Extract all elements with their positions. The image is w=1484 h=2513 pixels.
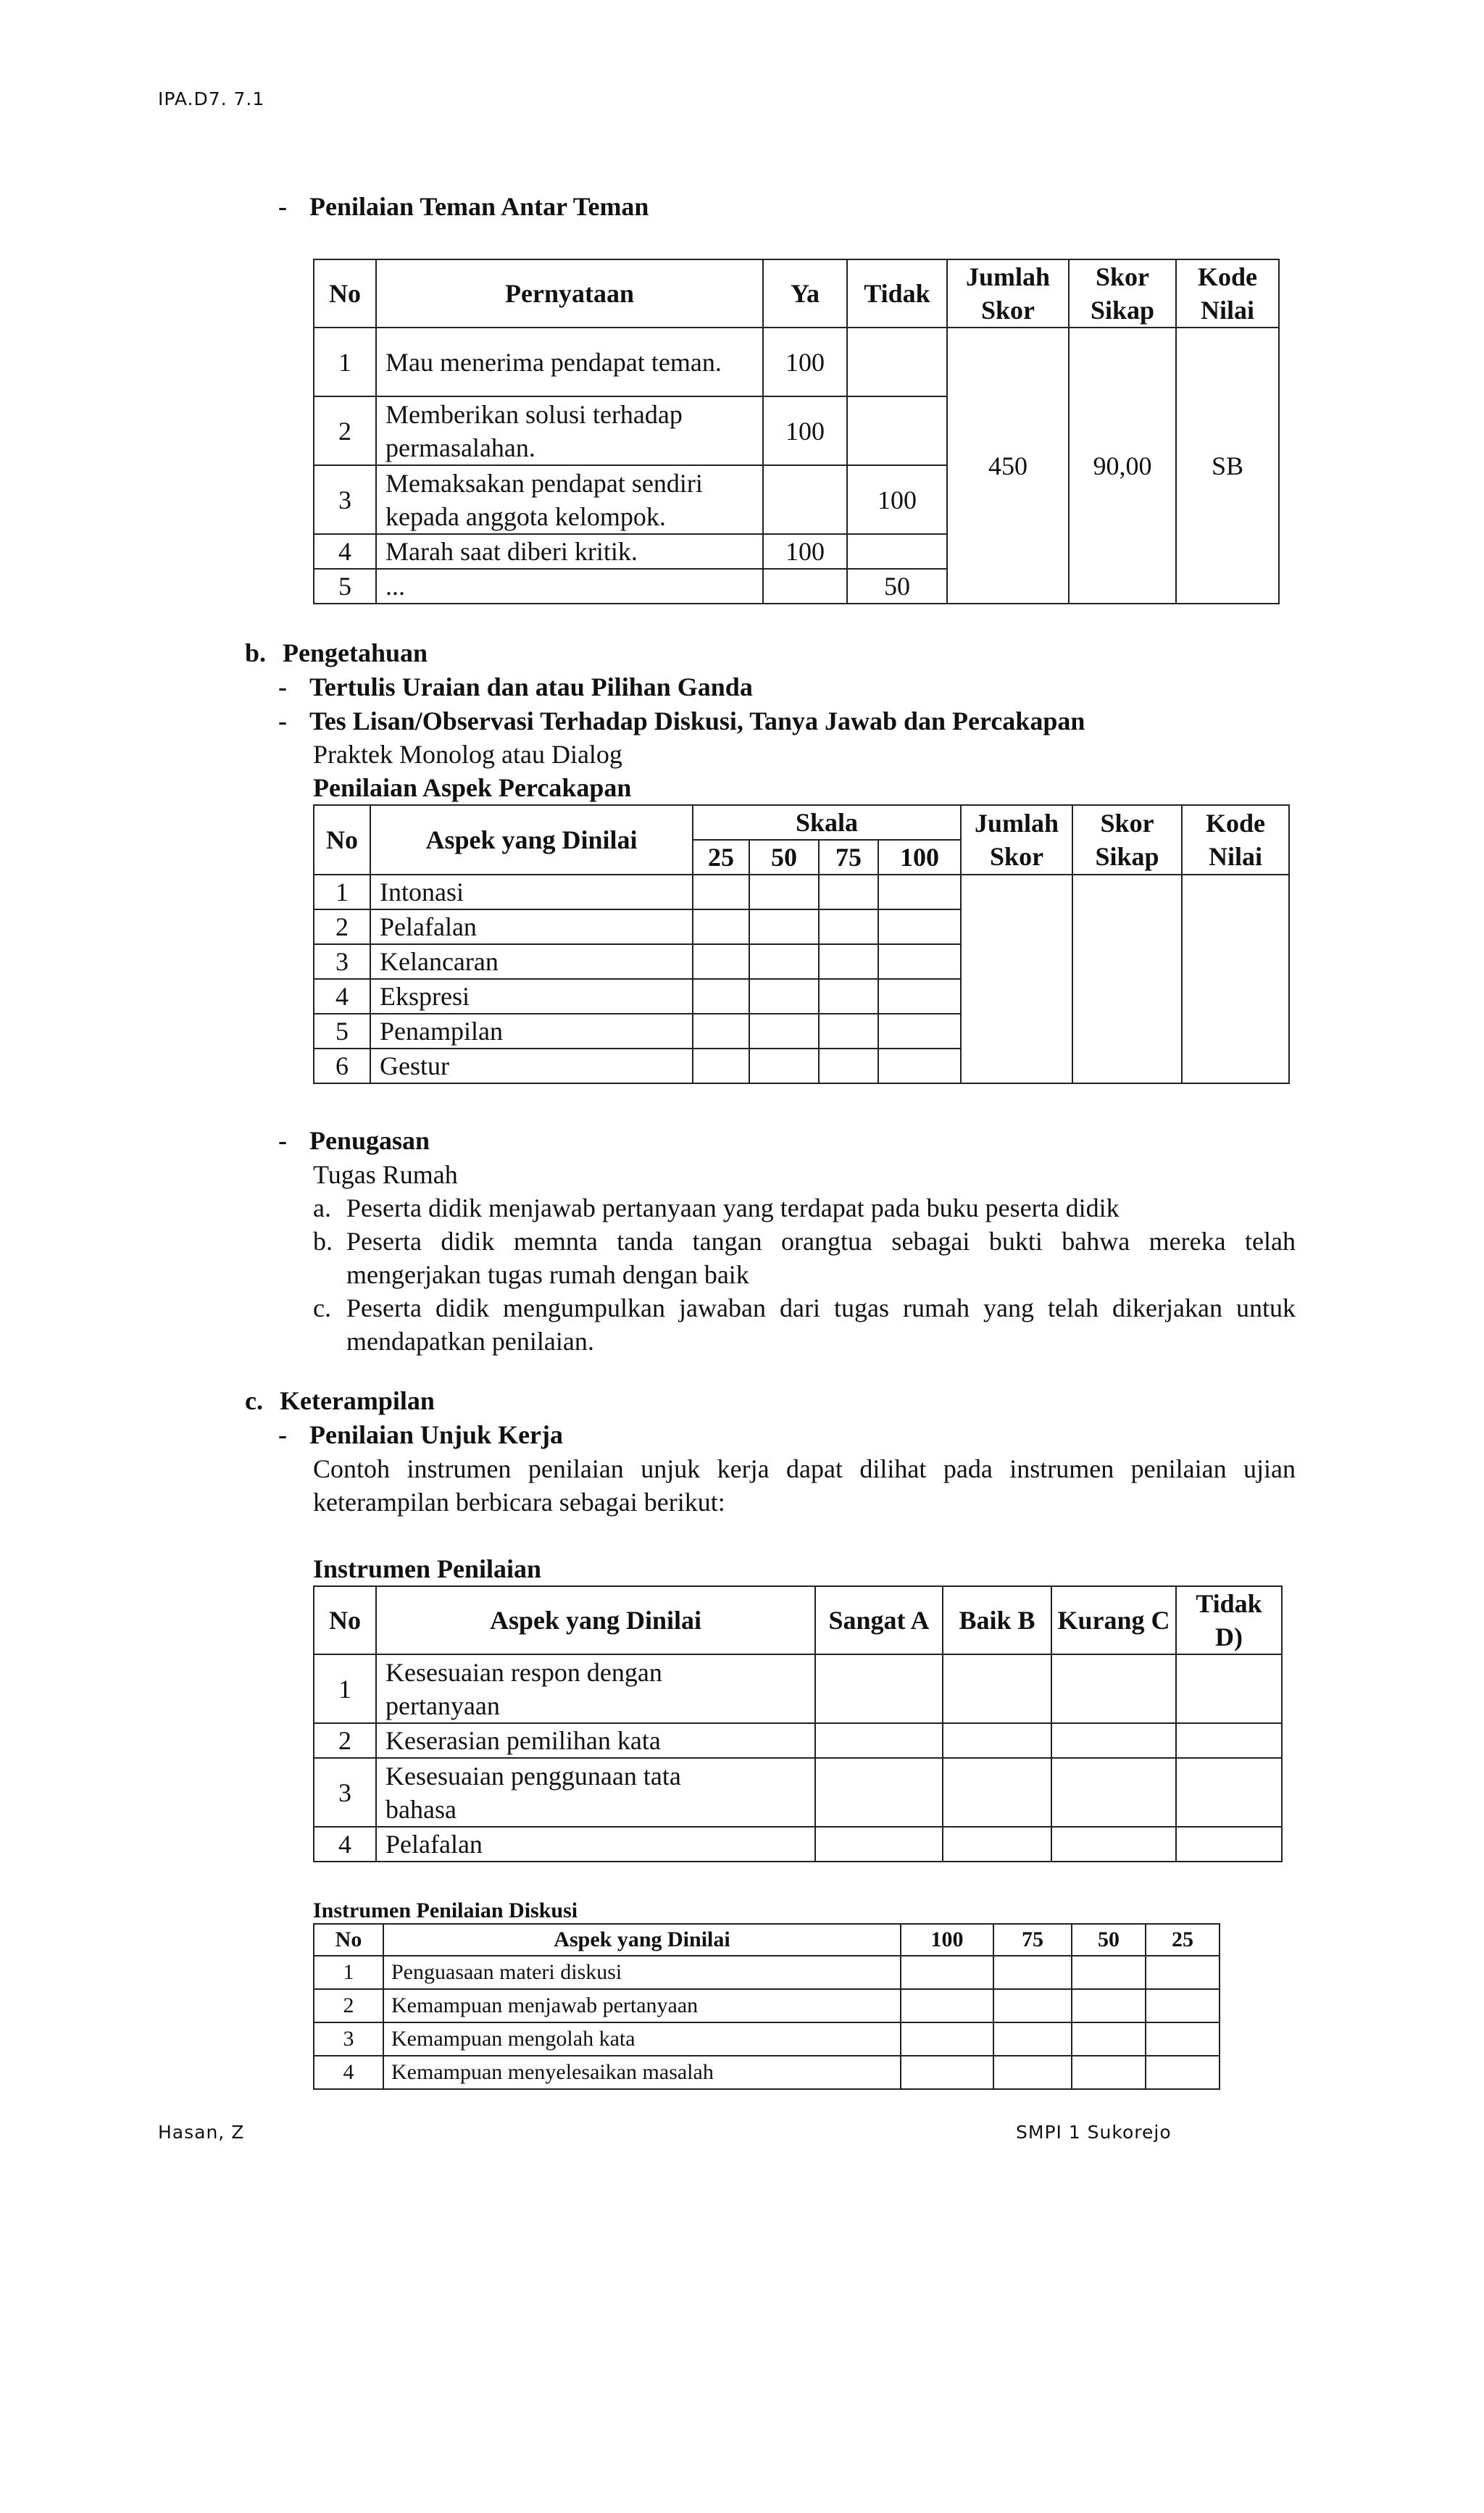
col-ya: Ya — [763, 259, 847, 328]
discussion-table-title: Instrumen Penilaian Diskusi — [313, 1899, 578, 1922]
row-no: 6 — [314, 1049, 370, 1083]
row-aspect: Kemampuan menjawab pertanyaan — [383, 1989, 901, 2022]
row-aspect: Keserasian pemilihan kata — [376, 1723, 815, 1758]
knowledge-item-2-text: Tes Lisan/Observasi Terhadap Diskusi, Tanya Jawab dan Percakapan — [309, 707, 1085, 735]
row-aspect: Penguasaan materi diskusi — [383, 1956, 901, 1989]
col-skor-sikap: Skor Sikap — [1069, 259, 1176, 328]
row-no: 5 — [314, 569, 376, 604]
jumlah-skor-cell — [961, 875, 1072, 1083]
row-no: 1 — [314, 875, 370, 909]
row-aspect: Pelafalan — [370, 909, 693, 944]
row-statement: Mau menerima pendapat teman. — [376, 328, 763, 396]
table-row — [314, 1989, 1220, 2022]
col-100: 100 — [901, 1924, 993, 1956]
list-item-text: Peserta didik mengumpulkan jawaban dari tugas rumah yang telah dikerjakan untuk mendapatkan penilaian. — [346, 1293, 1296, 1356]
row-aspect: Intonasi — [370, 875, 693, 909]
row-no: 3 — [314, 944, 370, 979]
row-statement: ... — [376, 569, 763, 604]
row-aspect: Kesesuaian respon dengan pertanyaan — [376, 1654, 815, 1723]
row-no: 3 — [314, 2022, 383, 2056]
col-aspek: Aspek yang Dinilai — [376, 1586, 815, 1654]
row-no: 2 — [314, 396, 376, 465]
col-scale-75: 75 — [819, 840, 878, 875]
section-c-label: c. — [245, 1386, 263, 1415]
row-statement: Marah saat diberi kritik. — [376, 534, 763, 569]
list-item — [313, 1191, 1296, 1225]
knowledge-item-2 — [278, 704, 1085, 738]
bullet-dash: - — [278, 672, 287, 701]
col-sangat: Sangat A — [815, 1586, 943, 1654]
row-no: 2 — [314, 909, 370, 944]
table-row — [314, 2022, 1220, 2056]
col-25: 25 — [1146, 1924, 1220, 1956]
row-ya — [763, 465, 847, 534]
section-b-title: Pengetahuan — [283, 638, 428, 667]
col-jumlah-skor: Jumlah Skor — [947, 259, 1069, 328]
list-item-label: b. — [313, 1227, 333, 1256]
knowledge-item-1 — [278, 670, 753, 704]
row-no: 4 — [314, 1827, 376, 1862]
row-ya: 100 — [763, 328, 847, 396]
row-tidak: 100 — [847, 465, 947, 534]
col-no: No — [314, 259, 376, 328]
row-no: 4 — [314, 2056, 383, 2089]
table-row — [314, 328, 1279, 396]
row-no: 3 — [314, 1758, 376, 1827]
skor-sikap-value: 90,00 — [1069, 328, 1176, 604]
list-item — [313, 1291, 1296, 1358]
section-c-heading — [245, 1384, 435, 1417]
col-no: No — [314, 805, 370, 875]
col-pernyataan: Pernyataan — [376, 259, 763, 328]
conversation-table — [313, 804, 1290, 1084]
row-statement: Memaksakan pendapat sendiri kepada anggota kelompok. — [376, 465, 763, 534]
list-item-label: a. — [313, 1193, 331, 1222]
section-c-title: Keterampilan — [279, 1386, 435, 1415]
peer-heading-text: Penilaian Teman Antar Teman — [309, 192, 649, 221]
row-no: 1 — [314, 1956, 383, 1989]
list-item — [313, 1225, 1296, 1291]
col-scale-25: 25 — [693, 840, 749, 875]
col-tidak: Tidak — [847, 259, 947, 328]
skills-description: Contoh instrumen penilaian unjuk kerja dapat dilihat pada instrumen penilaian ujian keterampilan berbicara sebagai berikut: — [313, 1454, 1296, 1517]
row-ya: 100 — [763, 534, 847, 569]
footer-author: Hasan, Z — [158, 2122, 245, 2143]
table-row — [314, 1654, 1282, 1723]
table-row — [314, 1827, 1282, 1862]
row-no: 4 — [314, 534, 376, 569]
jumlah-skor-value: 450 — [947, 328, 1069, 604]
skills-table-title: Instrumen Penilaian — [313, 1554, 542, 1583]
row-no: 2 — [314, 1723, 376, 1758]
discussion-table — [313, 1923, 1220, 2090]
row-tidak: 50 — [847, 569, 947, 604]
table-row — [314, 1723, 1282, 1758]
skor-sikap-cell — [1072, 875, 1182, 1083]
table-row — [314, 1758, 1282, 1827]
assignment-sub: Tugas Rumah — [313, 1160, 458, 1189]
col-kode-nilai: Kode Nilai — [1182, 805, 1289, 875]
row-aspect: Gestur — [370, 1049, 693, 1083]
list-item-text: Peserta didik memnta tanda tangan orangtua sebagai bukti bahwa mereka telah mengerjakan tugas rumah dengan baik — [346, 1227, 1296, 1289]
col-no: No — [314, 1586, 376, 1654]
peer-heading — [278, 190, 649, 223]
row-ya — [763, 569, 847, 604]
col-kode-nilai: Kode Nilai — [1176, 259, 1279, 328]
peer-table — [313, 259, 1280, 604]
row-aspect: Kesesuaian penggunaan tata bahasa — [376, 1758, 815, 1827]
row-ya: 100 — [763, 396, 847, 465]
table-row — [314, 2056, 1220, 2089]
row-no: 4 — [314, 979, 370, 1014]
bullet-dash: - — [278, 1126, 287, 1155]
row-no: 5 — [314, 1014, 370, 1049]
bullet-dash: - — [278, 707, 287, 735]
row-tidak — [847, 396, 947, 465]
col-scale-100: 100 — [878, 840, 961, 875]
kode-nilai-value: SB — [1176, 328, 1279, 604]
row-aspect: Kemampuan menyelesaikan masalah — [383, 2056, 901, 2089]
row-no: 1 — [314, 1654, 376, 1723]
row-no: 2 — [314, 1989, 383, 2022]
row-tidak — [847, 328, 947, 396]
row-aspect: Kelancaran — [370, 944, 693, 979]
knowledge-item-1-text: Tertulis Uraian dan atau Pilihan Ganda — [309, 672, 753, 701]
conversation-table-title: Penilaian Aspek Percakapan — [313, 773, 632, 802]
row-no: 1 — [314, 328, 376, 396]
row-aspect: Kemampuan mengolah kata — [383, 2022, 901, 2056]
row-aspect: Penampilan — [370, 1014, 693, 1049]
row-statement: Memberikan solusi terhadap permasalahan. — [376, 396, 763, 465]
row-no: 3 — [314, 465, 376, 534]
col-no: No — [314, 1924, 383, 1956]
col-baik: Baik B — [943, 1586, 1051, 1654]
table-row — [314, 1956, 1220, 1989]
col-75: 75 — [993, 1924, 1072, 1956]
skills-item — [278, 1418, 563, 1451]
row-aspect: Pelafalan — [376, 1827, 815, 1862]
skills-item-text: Penilaian Unjuk Kerja — [309, 1420, 564, 1449]
skills-table — [313, 1585, 1283, 1862]
section-b-label: b. — [245, 638, 267, 667]
col-aspek: Aspek yang Dinilai — [370, 805, 693, 875]
row-aspect: Ekspresi — [370, 979, 693, 1014]
section-b-heading — [245, 636, 428, 670]
bullet-dash: - — [278, 1420, 287, 1449]
col-jumlah-skor: Jumlah Skor — [961, 805, 1072, 875]
assignment-title: Penugasan — [309, 1126, 430, 1155]
kode-nilai-cell — [1182, 875, 1289, 1083]
row-tidak — [847, 534, 947, 569]
knowledge-sub: Praktek Monolog atau Dialog — [313, 740, 622, 769]
col-scale-50: 50 — [749, 840, 819, 875]
assignment-list — [313, 1191, 1296, 1358]
table-row — [314, 875, 1289, 909]
list-item-text: Peserta didik menjawab pertanyaan yang terdapat pada buku peserta didik — [346, 1193, 1120, 1222]
list-item-label: c. — [313, 1293, 331, 1322]
document-code: IPA.D7. 7.1 — [158, 88, 265, 109]
assignment-heading — [278, 1124, 430, 1157]
col-kurang: Kurang C — [1051, 1586, 1176, 1654]
footer-school: SMPI 1 Sukorejo — [1016, 2122, 1172, 2143]
col-skala: Skala — [693, 805, 961, 840]
bullet-dash: - — [278, 192, 287, 221]
col-tidak: Tidak D) — [1176, 1586, 1282, 1654]
col-skor-sikap: Skor Sikap — [1072, 805, 1182, 875]
col-50: 50 — [1072, 1924, 1146, 1956]
col-aspek: Aspek yang Dinilai — [383, 1924, 901, 1956]
